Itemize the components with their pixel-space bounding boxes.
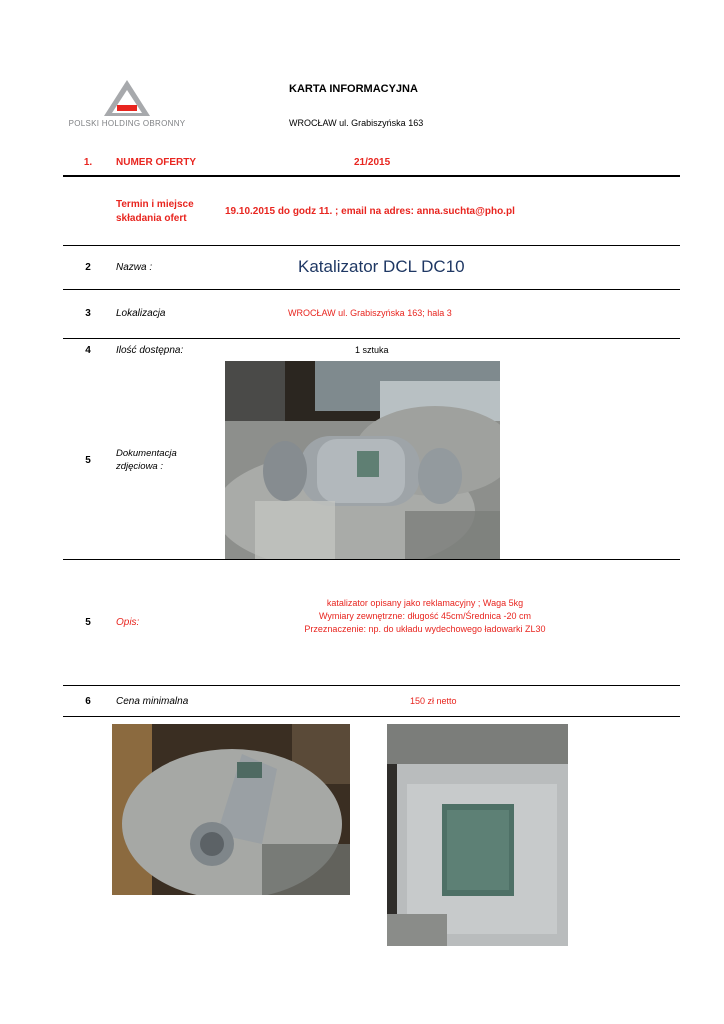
divider — [63, 338, 680, 339]
divider — [63, 245, 680, 246]
location-index: 3 — [85, 308, 91, 319]
product-name: Katalizator DCL DC10 — [298, 257, 465, 276]
deadline-value: 19.10.2015 do godz 11. ; email na adres: anna.suchta@pho.pl — [225, 206, 515, 217]
location-value: WROCŁAW ul. Grabiszyńska 163; hala 3 — [288, 308, 452, 318]
offer-number-index: 1. — [83, 157, 93, 168]
quantity-value: 1 sztuka — [355, 345, 389, 355]
description-text — [300, 597, 550, 636]
header-address: WROCŁAW ul. Grabiszyńska 163 — [289, 118, 424, 128]
location-label: Lokalizacja — [116, 308, 166, 319]
offer-number-label: NUMER OFERTY — [116, 157, 196, 168]
product-photo-main — [225, 361, 500, 559]
divider — [63, 559, 680, 560]
name-label: Nazwa : — [116, 262, 153, 273]
name-index: 2 — [85, 262, 91, 273]
photos-index: 5 — [85, 455, 91, 466]
deadline-label-line2: składania ofert — [116, 213, 187, 224]
logo-text: POLSKI HOLDING OBRONNY — [68, 119, 186, 128]
divider — [63, 289, 680, 290]
photos-label-line1: Dokumentacja — [116, 448, 177, 459]
divider — [63, 175, 680, 177]
price-index: 6 — [85, 696, 91, 707]
photos-label-line2: zdjęciowa : — [116, 461, 163, 472]
quantity-label: Ilość dostępna: — [116, 345, 184, 356]
description-label: Opis: — [116, 617, 140, 628]
divider — [63, 716, 680, 717]
description-index: 5 — [85, 617, 91, 628]
description-line1: katalizator opisany jako reklamacyjny ; Waga 5kg — [326, 598, 524, 608]
product-photo-left — [112, 724, 350, 895]
company-logo — [62, 78, 192, 130]
offer-number-value: 21/2015 — [354, 157, 391, 168]
quantity-index: 4 — [85, 345, 91, 356]
divider — [63, 685, 680, 686]
photos-label — [116, 447, 177, 473]
description-line2: Wymiary zewnętrzne: długość 45cm/Średnica -20 cm — [319, 611, 531, 621]
product-photo-right — [387, 724, 568, 946]
price-label: Cena minimalna — [116, 696, 189, 707]
page-title: KARTA INFORMACYJNA — [289, 83, 418, 95]
description-line3: Przeznaczenie: np. do układu wydechowego ładowarki ZL30 — [304, 624, 546, 634]
price-value: 150 zł netto — [410, 696, 457, 706]
deadline-label — [116, 198, 194, 226]
deadline-label-line1: Termin i miejsce — [116, 199, 194, 210]
triangle-logo-icon — [62, 78, 192, 118]
